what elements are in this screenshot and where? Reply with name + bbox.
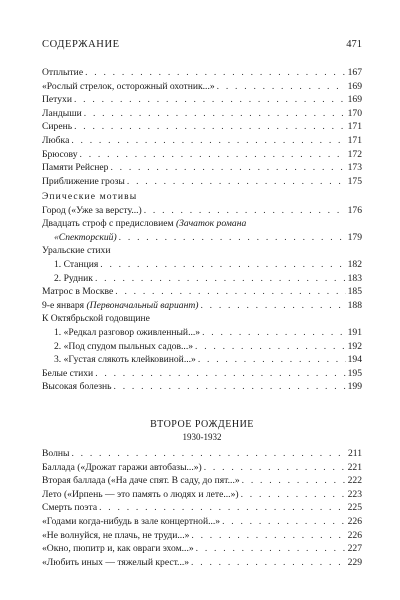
- toc-entry-title: «Любить иных — тяжелый крест...»: [42, 556, 190, 568]
- toc-entry-page: 221: [347, 461, 362, 473]
- leader-dots: [191, 556, 346, 570]
- toc-entry: [42, 204, 362, 218]
- toc-entry-page: 188: [347, 299, 362, 311]
- toc-entry-page: 223: [347, 488, 362, 500]
- leader-dots: [196, 542, 346, 556]
- toc-entry: [42, 353, 362, 367]
- toc-entry-page: 167: [347, 67, 362, 78]
- toc-entry-page: 179: [347, 231, 362, 243]
- toc-entry-page: 225: [347, 502, 362, 514]
- toc-entry-title: Высокая болезнь: [42, 381, 112, 393]
- toc-entry: [42, 474, 362, 488]
- running-head: [42, 39, 362, 50]
- leader-dots: [200, 299, 345, 313]
- toc-entry-title: Двадцать строф с предисловием: [42, 218, 176, 230]
- toc-entry: [42, 120, 362, 134]
- toc-entry-page: 170: [347, 107, 362, 119]
- toc-entry: [42, 447, 362, 461]
- toc-entry-title: Волны: [42, 448, 70, 459]
- leader-dots: [85, 66, 346, 80]
- toc-entry-page: 195: [347, 367, 362, 379]
- group-heading: К Октябрьской годовщине: [42, 313, 150, 325]
- section-years: 1930-1932: [182, 432, 222, 442]
- toc-entry-page: 227: [347, 543, 362, 555]
- toc-entry: [42, 148, 362, 162]
- toc-entry-title: Баллада («Дрожат гаражи автобазы...»): [42, 461, 202, 473]
- toc-entry-title: Брюсову: [42, 148, 78, 160]
- toc-entry: [42, 134, 362, 148]
- leader-dots: [241, 488, 346, 502]
- leader-dots: [119, 231, 346, 245]
- toc-entry-page: 222: [347, 475, 362, 487]
- toc-entry-page: 171: [347, 134, 362, 146]
- toc-entry-title: Вторая баллада («На даче спят. В саду, до пят...»: [42, 475, 240, 487]
- toc-entry-page: 199: [347, 381, 362, 393]
- toc-entry-title: 3. «Густая слякоть клейковиной...»: [54, 354, 196, 366]
- toc-entry-title: Отплытие: [42, 67, 84, 78]
- toc-entry: [42, 367, 362, 381]
- toc-entry: [42, 272, 362, 286]
- leader-dots: [99, 501, 346, 515]
- toc-entry-page: 226: [347, 515, 362, 527]
- leader-dots: [195, 340, 346, 354]
- toc-entry-title: Любка: [42, 134, 70, 146]
- toc-epic-motifs: [42, 190, 362, 394]
- group-heading: Уральские стихи: [42, 245, 111, 257]
- leader-dots: [84, 107, 346, 121]
- toc-entry: [42, 231, 362, 245]
- toc-entry: [42, 93, 362, 107]
- toc-entry: [42, 515, 362, 529]
- toc-entry-page: 171: [347, 121, 362, 133]
- toc-entry: [42, 488, 362, 502]
- toc-entry-title: Ландыши: [42, 107, 82, 119]
- leader-dots: [100, 258, 345, 272]
- leader-dots: [114, 380, 346, 394]
- toc-entry-title: Сирень: [42, 121, 73, 133]
- toc-entry-page: 169: [347, 94, 362, 106]
- toc-entry-title: «Не волнуйся, не плачь, не труди...»: [42, 529, 190, 541]
- toc-entry-page: 185: [347, 286, 362, 298]
- toc-entry-subtitle: (Зачаток романа: [175, 218, 247, 230]
- toc-entry-title: 9-е января: [42, 299, 87, 311]
- toc-entry-title: 1. «Редкал разговор оживленный...»: [54, 326, 201, 338]
- leader-dots: [95, 367, 345, 381]
- toc-entry-title: Город («Уже за версту...): [42, 204, 142, 216]
- toc-entry-subtitle: «Спекторский): [54, 231, 117, 243]
- leader-dots: [71, 447, 346, 461]
- toc-entry: [42, 299, 362, 313]
- toc-entry: [42, 461, 362, 475]
- toc-entry-title-wrap: [42, 299, 198, 313]
- toc-entry: [42, 326, 362, 340]
- toc-entry-title: Петухи: [42, 94, 72, 106]
- toc-entry-title: «Годами когда-нибудь в зале концертной...»: [42, 515, 221, 527]
- toc-entry: [42, 66, 362, 80]
- toc-entry-title: Лето («Ирпень — это память о людях и лете...»): [42, 488, 239, 500]
- toc-entry: [42, 380, 362, 394]
- toc-entry: [42, 80, 362, 94]
- toc-entry-page: 211: [347, 448, 362, 459]
- toc-entry-page: 192: [347, 340, 362, 352]
- section-heading: Эпические мотивы: [42, 191, 138, 202]
- toc-entry-page: 229: [347, 556, 362, 568]
- page-number: 471: [346, 39, 362, 50]
- toc-entry: [42, 501, 362, 515]
- toc-section-2-header: [42, 418, 362, 443]
- toc-entry-subtitle: (Первоначальный вариант): [86, 299, 199, 311]
- toc-entry: [42, 529, 362, 543]
- leader-dots: [71, 134, 345, 148]
- toc-entry: [42, 161, 362, 175]
- toc-entry-title: 1. Станция: [54, 258, 99, 270]
- leader-dots: [80, 148, 346, 162]
- toc-entry: [42, 258, 362, 272]
- toc-section-2: [42, 447, 362, 569]
- leader-dots: [144, 204, 346, 218]
- toc-group-1: [42, 66, 362, 188]
- running-head-title: СОДЕРЖАНИЕ: [42, 39, 120, 50]
- toc-entry-title-line: [42, 217, 362, 231]
- toc-entry-title: Белые стихи: [42, 367, 94, 379]
- toc-entry-page: 226: [347, 529, 362, 541]
- toc-entry-page: 183: [347, 272, 362, 284]
- toc-entry-page: 191: [347, 326, 362, 338]
- leader-dots: [74, 93, 346, 107]
- toc-entry: [42, 175, 362, 189]
- toc-entry-title: «Окно, пюпитр и, как овраги эхом...»: [42, 543, 194, 555]
- leader-dots: [217, 80, 346, 94]
- toc-entry: [42, 542, 362, 556]
- toc-entry-page: 176: [347, 204, 362, 216]
- leader-dots: [110, 161, 345, 175]
- toc-entry-page: 172: [347, 148, 362, 160]
- leader-dots: [198, 353, 346, 367]
- toc-entry-title: Матрос в Москве: [42, 286, 114, 298]
- toc-entry-page: 175: [347, 175, 362, 187]
- toc-entry-page: 194: [347, 354, 362, 366]
- toc-entry: [42, 285, 362, 299]
- toc-entry-page: 173: [347, 162, 362, 174]
- toc-entry: [42, 107, 362, 121]
- toc-entry-title: 2. «Под спудом пыльных садов...»: [54, 340, 194, 352]
- toc-entry-title: Памяти Рейснер: [42, 162, 109, 174]
- toc-entry-title: Смерть поэта: [42, 502, 98, 514]
- leader-dots: [127, 175, 346, 189]
- toc-entry-page: 169: [347, 80, 362, 92]
- toc-entry: [42, 556, 362, 570]
- leader-dots: [191, 529, 345, 543]
- toc-entry-title: 2. Рудник: [54, 272, 93, 284]
- leader-dots: [74, 120, 346, 134]
- toc-entry-title: Приближение грозы: [42, 175, 125, 187]
- leader-dots: [202, 326, 346, 340]
- section-title: ВТОРОЕ РОЖДЕНИЕ: [150, 419, 254, 430]
- leader-dots: [242, 474, 346, 488]
- toc-entry-title: «Рослый стрелок, осторожный охотник...»: [42, 80, 215, 92]
- toc-entry: [42, 340, 362, 354]
- leader-dots: [95, 272, 346, 286]
- leader-dots: [222, 515, 346, 529]
- leader-dots: [204, 461, 346, 475]
- leader-dots: [115, 285, 345, 299]
- toc-entry-page: 182: [347, 258, 362, 270]
